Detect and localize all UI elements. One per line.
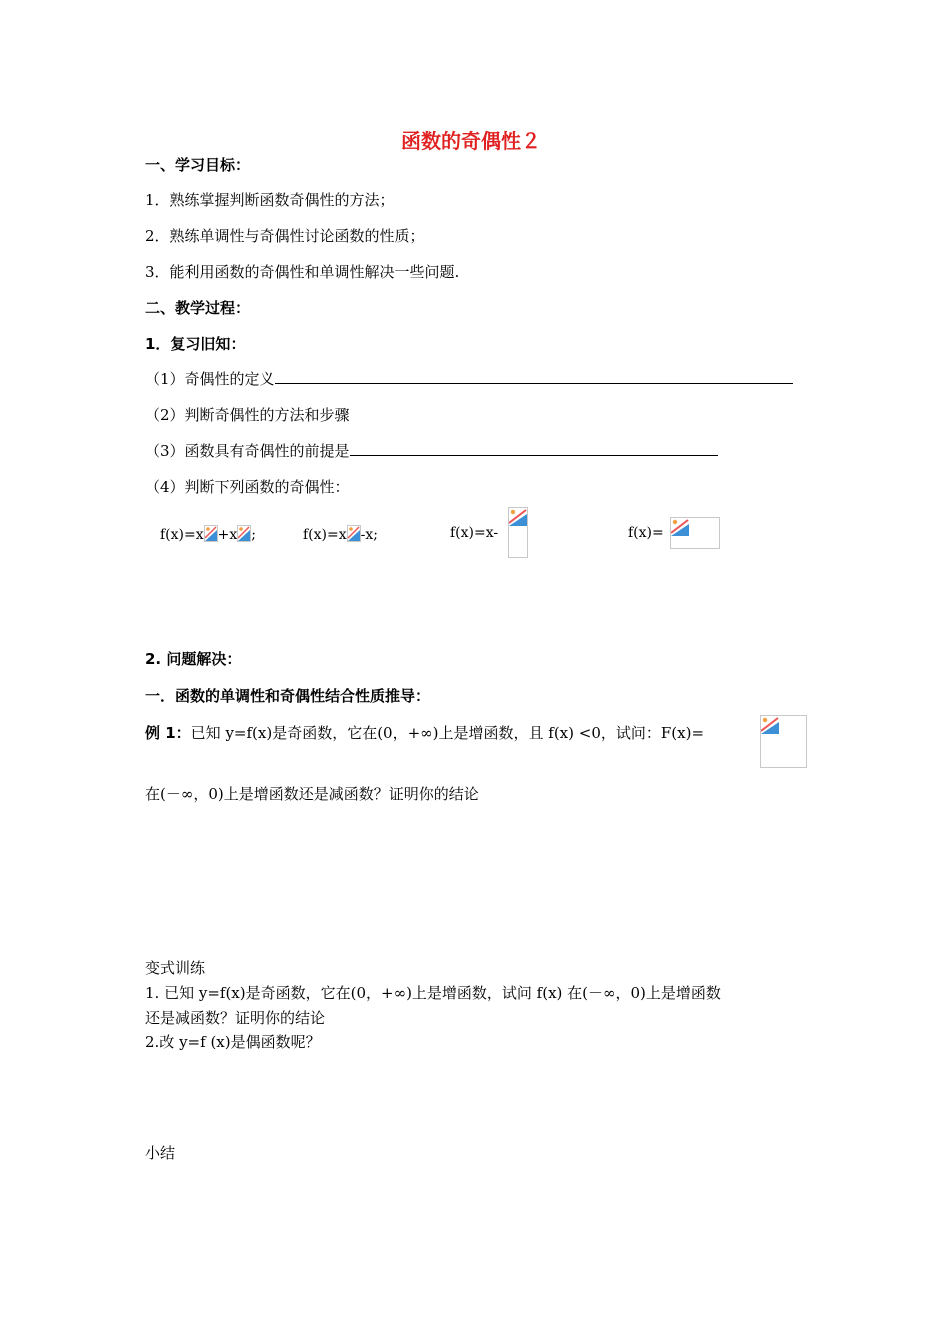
function-1-suffix: ;	[251, 527, 256, 543]
goal-item-1: 1．熟练掌握判断函数奇偶性的方法；	[145, 191, 395, 209]
function-2-mid: -x	[360, 527, 374, 543]
function-1-prefix: f(x)=x	[160, 527, 204, 543]
function-3-prefix: f(x)=x-	[450, 525, 499, 541]
example-label: 例 1：	[145, 724, 191, 742]
review-item-3	[145, 440, 718, 461]
review-item-4: （4）判断下列函数的奇偶性：	[145, 478, 350, 496]
page-title: 函数的奇偶性２	[401, 129, 541, 153]
formula-image-3	[508, 507, 528, 558]
variant-line-3: 2.改 y=f (x)是偶函数呢？	[145, 1033, 321, 1051]
summary-heading: 小结	[145, 1144, 176, 1162]
variant-line-1: 1. 已知 y=f(x)是奇函数，它在(0，+∞)上是增函数，试问 f(x) 在(－∞，0)上是增函数	[145, 984, 721, 1002]
broken-image-icon	[204, 525, 218, 542]
problem-heading: 2. 问题解决：	[145, 650, 242, 668]
function-2-suffix: ;	[373, 527, 378, 543]
variant-heading: 变式训练	[145, 959, 206, 977]
section2-heading: 二、教学过程：	[145, 299, 251, 317]
goal-item-2: 2．熟练单调性与奇偶性讨论函数的性质；	[145, 227, 425, 245]
example-1	[145, 722, 704, 743]
broken-image-icon	[347, 525, 361, 542]
variant-line-2: 还是减函数？证明你的结论	[145, 1009, 326, 1027]
broken-image-icon	[671, 518, 689, 536]
broken-image-icon	[509, 508, 527, 526]
function-2-prefix: f(x)=x	[303, 527, 347, 543]
review-heading: 1．复习旧知：	[145, 335, 246, 353]
section1-heading: 一、学习目标：	[145, 156, 251, 174]
function-2	[303, 525, 378, 543]
review-item-2: （2）判断奇偶性的方法和步骤	[145, 406, 350, 424]
function-1-mid: +x	[217, 527, 238, 543]
goal-item-3: 3．能利用函数的奇偶性和单调性解决一些问题.	[145, 263, 460, 281]
formula-image-4	[670, 517, 720, 549]
problem-subheading: 一．函数的单调性和奇偶性结合性质推导：	[145, 687, 431, 705]
answer-blank-2[interactable]	[350, 440, 718, 456]
function-4: f(x)=	[628, 525, 664, 541]
example-continuation: 在(－∞，0)上是增函数还是减函数？证明你的结论	[145, 785, 479, 803]
function-1	[160, 525, 256, 543]
answer-blank-1[interactable]	[275, 368, 793, 384]
review-item-1	[145, 368, 793, 389]
example-text: 已知 y=f(x)是奇函数，它在(0，+∞)上是增函数，且 f(x) <0，试问：F(x)=	[190, 724, 705, 742]
review-item-1-text: （1）奇偶性的定义	[145, 370, 275, 388]
review-item-3-text: （3）函数具有奇偶性的前提是	[145, 442, 350, 460]
formula-image-5	[760, 715, 807, 768]
broken-image-icon	[237, 525, 251, 542]
broken-image-icon	[761, 716, 779, 734]
